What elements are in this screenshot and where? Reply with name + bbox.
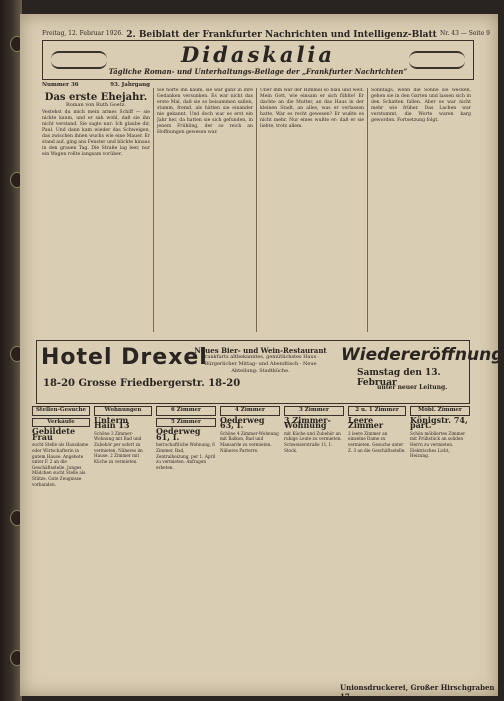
ornament-left [51, 51, 107, 69]
ornament-right [409, 51, 465, 69]
restaurant-info [193, 347, 328, 375]
classified-heading: 2 u. 1 Zimmer [348, 406, 406, 416]
reopening-heading: Wiedereröffnung [341, 345, 504, 365]
classified-column [94, 404, 152, 674]
story-title: Das erste Ehejahr. [44, 92, 148, 103]
classified-headline: Gebildete Frau [32, 426, 76, 442]
issue-info [42, 82, 150, 88]
column-2 [157, 88, 253, 330]
classified-heading: 5 Zimmer [156, 418, 216, 428]
classified-headline: Oederweg 63, I. [220, 414, 265, 431]
issue-number: Nummer 36 [42, 82, 79, 88]
classified-heading: Möbl. Zimmer [410, 406, 470, 416]
classifieds-section [32, 404, 472, 674]
column-text: Vestehst du mich mein armes Schiff — sie nickte kaum, und er sah wohl, daß sie ihn nicht verstand. Sie sagte nur: Ich glaube dir, Paul. Und dann kam wieder das Schweigen, das zwischen ihnen wuchs wie eine Mauer. Er stand auf, ging ans Fenster und blickte hinaus in den grauen Tag. Die Straße lag leer, nur ein Wagen rollte langsam vorüber. [42, 110, 150, 157]
classified-text: Schön möbliertes Zimmer mit Frühstück an soliden Herrn zu vermieten. Elektrisches Licht, Heizung. [410, 430, 466, 459]
column-divider [367, 88, 368, 332]
classified-heading: 3 Zimmer [284, 406, 344, 416]
classified-text: sucht Stelle als Hausdame oder Wirtschafterin in gutem Hause. Angebote unter F. 2 an die Geschäftsstelle. Junges Mädchen sucht Stelle als Stütze. Gute Zeugnisse vorhanden. [32, 442, 89, 487]
column-text: Über ihm war der Himmel so blau und weit. Mein Gott, wie einsam er sich fühlte! Er dachte an die Mutter, an das Haus in der kleinen Stadt, an alles, was er verlassen hatte. War es recht gewesen? Er wußte es nicht mehr. Nur eines wußte er: daß er sie liebte, trotz allem. [260, 88, 364, 129]
column-text: Sonntags, wenn die Sonne sie wecken, gehen sie in den Garten und lassen sich in den Schatten fallen. Aber es war nicht mehr wie früher. Das Lachen war verstummt, die Worte waren karg geworden. Fortsetzung folgt. [371, 88, 471, 123]
column-4 [371, 88, 471, 330]
classified-headline: Leere Zimmer [348, 414, 384, 431]
classified-column [410, 404, 470, 674]
page-number: Nr. 43 — Seite 9 [439, 30, 490, 37]
classified-headline: Unterm Hain 13 [94, 414, 130, 431]
classified-column [348, 404, 406, 674]
classified-heading: 6 Zimmer [156, 406, 216, 416]
classified-heading: 4 Zimmer [220, 406, 280, 416]
column-divider [153, 88, 154, 332]
reopening-management: unter neuer Leitung. [377, 384, 448, 391]
classified-headline: Königstr. 74, part. [410, 414, 468, 431]
classified-column [220, 404, 280, 674]
page-title: Didaskalia [180, 42, 336, 67]
book-binding [0, 0, 22, 701]
column-text: Sie hörte ihn kaum, sie war ganz in ihre Gedanken versunken. Es war nicht das erste Mal, daß sie so beisammen saßen, stumm, fremd, als hätten sie einander nie gekannt. Und doch war es erst ein Jahr her, da hatten sie sich gefunden, in jenem Frühling, der so reich an Hoffnungen gewesen war. [157, 88, 253, 135]
column-3 [260, 88, 364, 330]
column-divider [256, 88, 257, 332]
issue-date: Freitag, 12. Februar 1926. [42, 30, 124, 37]
classified-headline: Oederweg 61, I. [156, 426, 201, 442]
reopening-date: Samstag den 13. Februar [357, 368, 441, 388]
page-subtitle: Tägliche Roman- und Unterhaltungs-Beilage der „Frankfurter Nachrichten“ [108, 67, 408, 76]
restaurant-heading: Neues Bier- und Wein-Restaurant [194, 346, 327, 355]
hotel-address: 18-20 Grosse Friedbergerstr. 18-20 [43, 378, 241, 389]
column-1 [42, 92, 150, 334]
hotel-name: Hotel Drexel [41, 345, 208, 370]
story-author: Roman von Ruth Goetz. [66, 102, 126, 108]
classified-heading: Wohnungen [94, 406, 152, 416]
printer-footer: Unionsdruckerei, Großer Hirschgraben 17. [340, 683, 495, 701]
classified-text: Schöne 4 Zimmer-Wohnung mit Balkon, Bad und Mansarde zu vermieten. Näheres Parterre. [220, 430, 279, 453]
classified-text: Schöne 3 Zimmer-Wohnung mit Bad und Zubehör per sofort zu vermieten. Näheres im Hause. 2 Zimmer mit Küche zu vermieten. [94, 430, 143, 464]
supplement-title: 2. Beiblatt der Frankfurter Nachrichten und Intelligenz-Blatt [126, 30, 437, 40]
classified-text: mit Küche und Zubehör an ruhige Leute zu vermieten. Schweizerstraße 11, I. Stock. [284, 430, 342, 453]
classified-column [32, 404, 90, 674]
restaurant-text: Frankfurts altbekanntes, gemütlichstes Haus · Bürgerlicher Mittag- und Abendtisch · Neue Abteilung: Stadtküche. [201, 354, 320, 374]
classified-text: 2 leere Zimmer an einzelne Dame zu vermieten. Gesuche unter Z. 3 an die Geschäftsstelle. [348, 430, 406, 453]
masthead [42, 40, 474, 80]
classified-column [156, 404, 216, 674]
volume-year: 93. Jahrgang [110, 82, 150, 88]
classified-text: herrschaftliche Wohnung, 6 Zimmer, Bad, Zentralheizung, per 1. April zu vermieten. Anfragen erbeten. [156, 442, 216, 470]
classified-heading: Verkäufe [32, 418, 90, 428]
hotel-advertisement [36, 340, 504, 404]
classified-column [284, 404, 344, 674]
classified-headline: 3 Zimmer-Wohnung [284, 414, 331, 431]
masthead-line [42, 30, 490, 40]
classified-heading: Stellen-Gesuche [32, 406, 90, 416]
